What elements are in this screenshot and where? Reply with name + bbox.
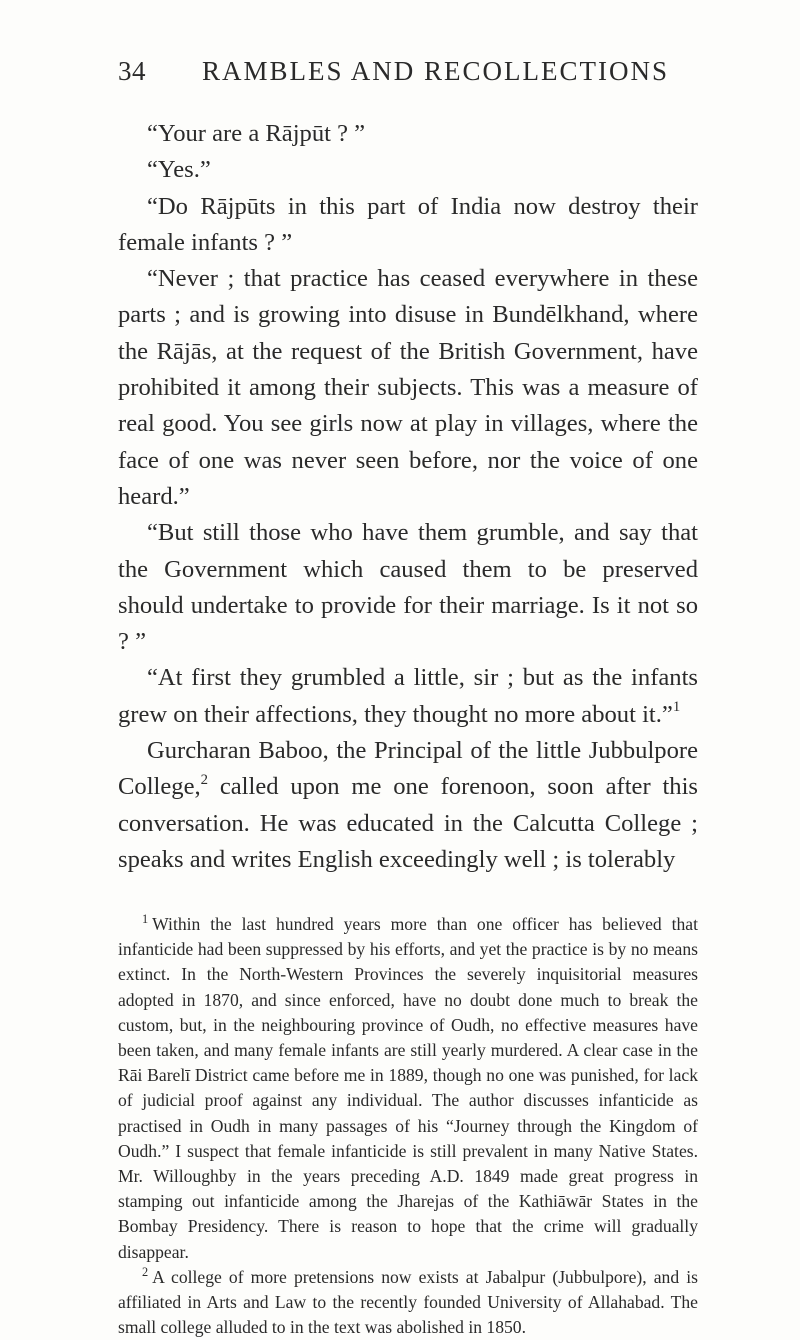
footnote-ref[interactable]: 1	[672, 699, 681, 716]
footnote	[118, 1265, 698, 1340]
paragraph: “Yes.”	[147, 156, 211, 184]
paragraph	[118, 660, 698, 733]
footnote-mark: 1	[142, 912, 149, 927]
footnote-mark: 2	[142, 1264, 149, 1279]
paragraph: “Do Rājpūts in this part of India now destroy their female infants ? ”	[118, 192, 698, 256]
paragraph: “But still those who have them grumble, and say that the Government which caused them to be preserved should undertake to provide for their marriage. Is it not so ? ”	[118, 519, 698, 656]
main-text	[118, 116, 698, 878]
paragraph-text: called upon me one forenoon, soon after this conversation. He was educated in the Calcutta College ; speaks and writes English exceedingly well ; is tolerably	[118, 773, 698, 873]
paragraph: “Your are a Rājpūt ? ”	[147, 120, 366, 147]
paragraph	[118, 733, 698, 878]
footnotes	[118, 912, 698, 1340]
paragraph-text: “At first they grumbled a little, sir ; but as the infants grew on their affections, they thought no more about it.”	[118, 664, 698, 728]
running-head: RAMBLES AND RECOLLECTIONS	[202, 56, 670, 86]
paragraph: “Never ; that practice has ceased everywhere in these parts ; and is growing into disuse in Bundēlkhand, where the Rājās, at the request of the British Government, have prohibited it among their subjects. This was a measure of real good. You see girls now at play in villages, where the face of one was never seen before, nor the voice of one heard.”	[118, 265, 698, 510]
paragraph-text: Gurcharan Baboo, the Principal of the little Jubbulpore College,	[118, 737, 698, 801]
page-header	[118, 56, 698, 96]
footnote-ref[interactable]: 2	[200, 771, 209, 788]
footnote-text: A college of more pretensions now exists at Jabalpur (Jubbulpore), and is affiliated in Arts and Law to the recently founded University of Allahabad. The small college alluded to in the text was abolished in 1850.	[118, 1266, 698, 1338]
page-number: 34	[118, 56, 146, 86]
footnote	[118, 912, 698, 1265]
footnote-text: Within the last hundred years more than one officer has believed that infanticide had been suppressed by his efforts, and yet the practice is by no means extinct. In the North-Western Provinces the severely inquisitorial measures adopted in 1870, and since enforced, have no doubt done much to break the custom, but, in the neighbouring province of Oudh, no effective measures have been taken, and many female infants are still yearly murdered. A clear case in the Rāi Barelī District came before me in 1889, though no one was punished, for lack of judicial proof against any individual. The author discusses infanticide as practised in Oudh in many passages of his “Journey through the Kingdom of Oudh.” I suspect that female infanticide is still prevalent in many Native States. Mr. Willoughby in the years preceding A.D. 1849 made great progress in stamping out infanticide among the Jharejas of the Kathiāwār States in the Bombay Presidency. There is reason to hope that the crime will gradually disappear.	[118, 914, 698, 1262]
